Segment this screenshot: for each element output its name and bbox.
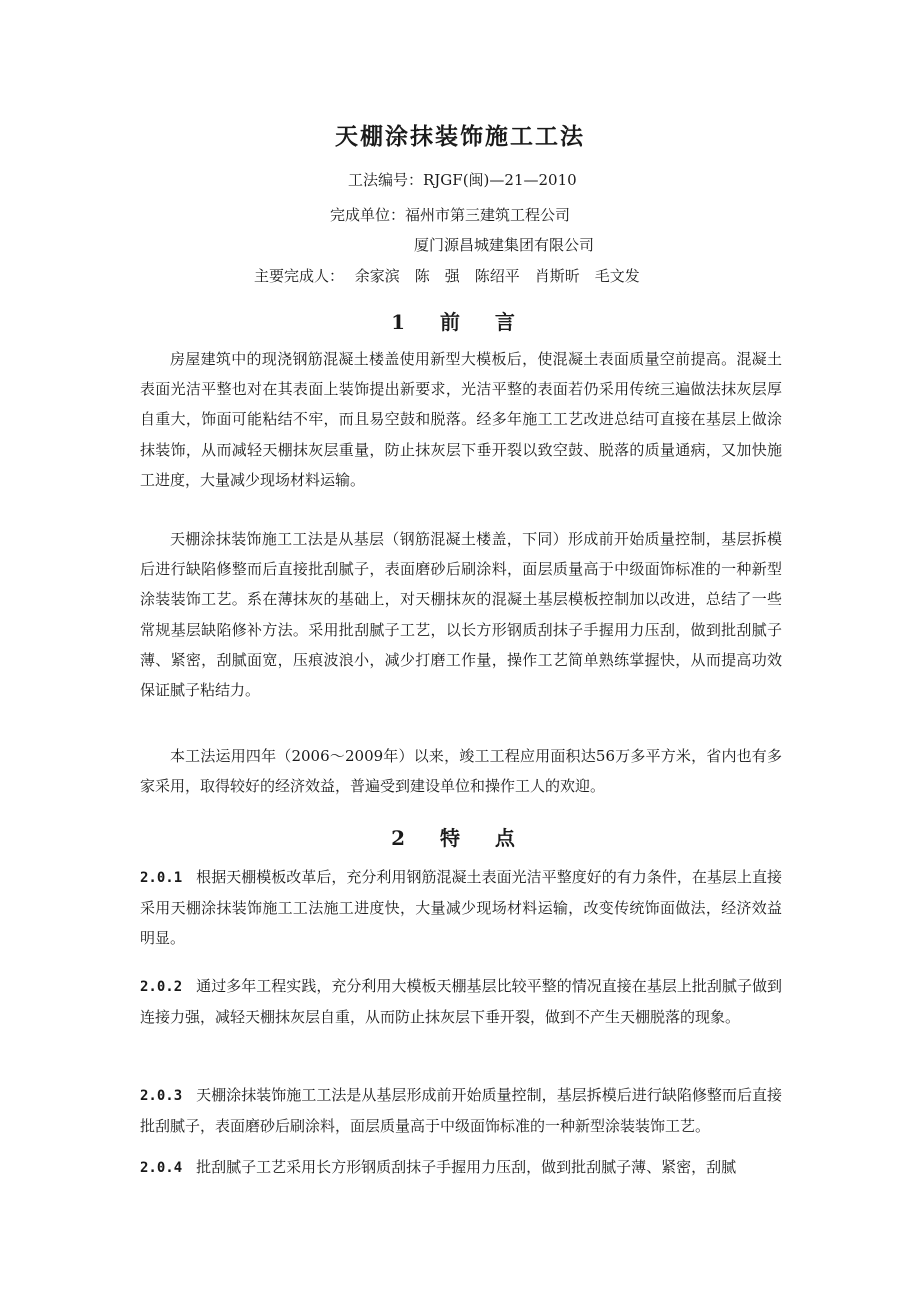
feature-item-text: 天棚涂抹装饰施工工法是从基层形成前开始质量控制，基层拆模后进行缺陷修整而后直接批刮腻子，表面磨砂后刷涂料，面层质量高于中级面饰标准的一种新型涂装装饰工艺。	[140, 1086, 782, 1136]
feature-item-number: 2.0.1	[140, 870, 183, 886]
feature-item-text: 通过多年工程实践，充分利用大模板天棚基层比较平整的情况直接在基层上批刮腻子做到连接力强，减轻天棚抹灰层自重，从而防止抹灰层下垂开裂，做到不产生天棚脱落的现象。	[140, 977, 782, 1027]
preface-paragraph: 房屋建筑中的现浇钢筋混凝土楼盖使用新型大模板后，使混凝土表面质量空前提高。混凝土表面光洁平整也对在其表面上装饰提出新要求，光洁平整的表面若仍采用传统三遍做法抹灰层厚自重大，饰面可能粘结不牢，而且易空鼓和脱落。经多年施工工艺改进总结可直接在基层上做涂抹装饰，从而减轻天棚抹灰层重量，防止抹灰层下垂开裂以致空鼓、脱落的质量通病，又加快施工进度，大量减少现场材料运输。	[140, 350, 782, 489]
feature-item-number: 2.0.2	[140, 979, 183, 995]
preface-paragraph: 天棚涂抹装饰施工工法是从基层（钢筋混凝土楼盖，下同）形成前开始质量控制，基层拆模后进行缺陷修整而后直接批刮腻子，表面磨砂后刷涂料，面层质量高于中级面饰标准的一种新型涂装装饰工艺。系在薄抹灰的基础上，对天棚抹灰的混凝土基层模板控制加以改进，总结了一些常规基层缺陷修补方法。采用批刮腻子工艺，以长方形钢质刮抹子手握用力压刮，做到批刮腻子薄、紧密，刮腻面宽，压痕波浪小，减少打磨工作量，操作工艺简单熟练掌握快，从而提高功效保证腻子粘结力。	[140, 530, 782, 700]
feature-item	[140, 1080, 782, 1141]
completion-unit: 完成单位：福州市第三建筑工程公司	[330, 206, 571, 224]
feature-item-text: 根据天棚模板改革后，充分利用钢筋混凝土表面光洁平整度好的有力条件，在基层上直接采用天棚涂抹装饰施工工法施工进度快，大量减少现场材料运输，改变传统饰面做法，经济效益明显。	[140, 868, 782, 948]
feature-item	[140, 971, 782, 1032]
preface-paragraph: 本工法运用四年（2006～2009年）以来，竣工工程应用面积达56万多平方米，省内也有多家采用，取得较好的经济效益，普遍受到建设单位和操作工人的欢迎。	[140, 747, 782, 796]
section-heading-features: 2 特 点	[391, 826, 529, 850]
feature-item	[140, 862, 782, 954]
main-authors: 主要完成人： 余家滨 陈 强 陈绍平 肖斯昕 毛文发	[254, 267, 640, 285]
section-heading-preface: 1 前 言	[391, 310, 529, 334]
completion-unit-second: 厦门源昌城建集团有限公司	[414, 236, 595, 254]
feature-item-text: 批刮腻子工艺采用长方形钢质刮抹子手握用力压刮，做到批刮腻子薄、紧密，刮腻	[196, 1158, 737, 1176]
feature-item	[140, 1152, 782, 1182]
feature-item-number: 2.0.3	[140, 1088, 183, 1104]
feature-item-number: 2.0.4	[140, 1160, 183, 1176]
method-code: 工法编号：RJGF(闽)—21—2010	[348, 171, 577, 189]
document-title: 天棚涂抹装饰施工工法	[335, 123, 585, 150]
